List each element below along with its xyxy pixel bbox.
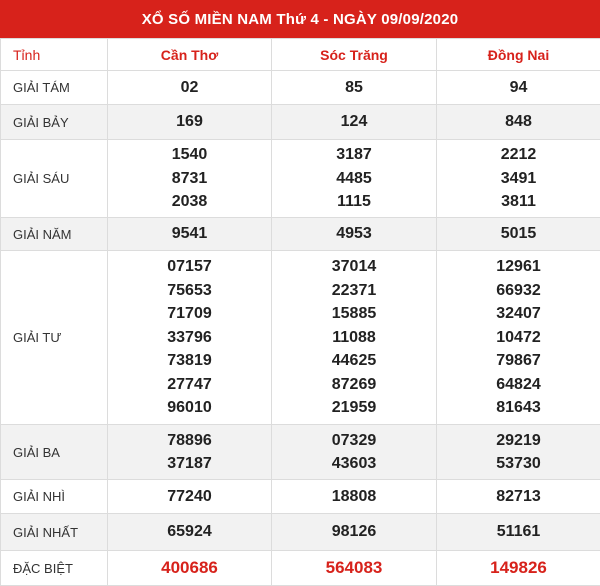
prize-label: GIẢI NHẤT [1,514,108,551]
result-cell-can-tho [108,551,272,586]
prize-label: GIẢI TƯ [1,251,108,425]
column-header-soc-trang: Sóc Trăng [272,39,437,71]
prize-label: GIẢI NHÌ [1,480,108,514]
result-number: 64824 [437,373,600,397]
result-cell-soc-trang [272,425,437,480]
result-number: 71709 [108,302,271,326]
result-cell-can-tho [108,105,272,140]
result-cell-dong-nai [437,140,600,218]
prize-label: GIẢI BẢY [1,105,108,140]
result-number: 33796 [108,326,271,350]
result-number: 169 [108,110,271,134]
result-number: 79867 [437,349,600,373]
prize-label: GIẢI NĂM [1,218,108,251]
results-table [0,38,600,586]
result-number: 37187 [108,452,271,476]
result-cell-can-tho [108,140,272,218]
result-number: 02 [108,76,271,100]
prize-label: ĐẶC BIỆT [1,551,108,586]
column-header-can-tho: Cần Thơ [108,39,272,71]
result-number: 21959 [272,396,436,420]
table-row-giai-ba [1,425,600,480]
table-row-giai-nhat [1,514,600,551]
result-cell-can-tho [108,514,272,551]
result-cell-soc-trang [272,218,437,251]
table-row-giai-sau [1,140,600,218]
result-number: 2038 [108,190,271,214]
result-cell-can-tho [108,218,272,251]
result-number: 15885 [272,302,436,326]
result-number: 73819 [108,349,271,373]
result-number: 564083 [272,556,436,580]
result-number: 82713 [437,485,600,509]
result-cell-soc-trang [272,251,437,425]
result-number: 3187 [272,143,436,167]
result-cell-soc-trang [272,71,437,105]
result-number: 87269 [272,373,436,397]
prize-label: GIẢI BA [1,425,108,480]
result-cell-soc-trang [272,480,437,514]
result-number: 124 [272,110,436,134]
result-number: 37014 [272,255,436,279]
result-number: 07157 [108,255,271,279]
page-title: XỔ SỐ MIỀN NAM Thứ 4 - NGÀY 09/09/2020 [0,0,600,38]
result-number: 96010 [108,396,271,420]
result-cell-dong-nai [437,480,600,514]
result-number: 85 [272,76,436,100]
result-number: 11088 [272,326,436,350]
result-number: 5015 [437,222,600,246]
result-number: 66932 [437,279,600,303]
result-number: 1540 [108,143,271,167]
result-number: 22371 [272,279,436,303]
result-cell-can-tho [108,480,272,514]
result-number: 29219 [437,429,600,453]
result-number: 07329 [272,429,436,453]
prize-label: GIẢI SÁU [1,140,108,218]
table-row-giai-nam [1,218,600,251]
result-number: 53730 [437,452,600,476]
result-number: 2212 [437,143,600,167]
result-number: 94 [437,76,600,100]
prize-label: GIẢI TÁM [1,71,108,105]
result-number: 12961 [437,255,600,279]
result-cell-can-tho [108,71,272,105]
result-number: 8731 [108,167,271,191]
result-number: 9541 [108,222,271,246]
result-number: 77240 [108,485,271,509]
result-number: 3811 [437,190,600,214]
result-number: 65924 [108,520,271,544]
result-cell-soc-trang [272,140,437,218]
result-cell-dong-nai [437,105,600,140]
column-header-province: Tỉnh [1,39,108,71]
result-number: 75653 [108,279,271,303]
result-cell-dong-nai [437,251,600,425]
table-row-giai-tam [1,71,600,105]
result-number: 149826 [437,556,600,580]
result-cell-soc-trang [272,105,437,140]
result-number: 400686 [108,556,271,580]
result-number: 98126 [272,520,436,544]
result-number: 27747 [108,373,271,397]
table-row-giai-tu [1,251,600,425]
result-number: 10472 [437,326,600,350]
result-number: 51161 [437,520,600,544]
result-number: 1115 [272,190,436,214]
result-cell-dong-nai [437,514,600,551]
result-number: 43603 [272,452,436,476]
result-number: 848 [437,110,600,134]
result-cell-can-tho [108,425,272,480]
result-number: 3491 [437,167,600,191]
result-cell-dong-nai [437,218,600,251]
result-number: 4953 [272,222,436,246]
result-cell-dong-nai [437,551,600,586]
result-cell-can-tho [108,251,272,425]
result-cell-dong-nai [437,425,600,480]
table-row-giai-nhi [1,480,600,514]
result-number: 32407 [437,302,600,326]
result-number: 4485 [272,167,436,191]
result-cell-dong-nai [437,71,600,105]
result-number: 78896 [108,429,271,453]
result-number: 18808 [272,485,436,509]
result-cell-soc-trang [272,551,437,586]
result-number: 44625 [272,349,436,373]
table-row-dac-biet [1,551,600,586]
table-row-giai-bay [1,105,600,140]
result-cell-soc-trang [272,514,437,551]
column-header-dong-nai: Đồng Nai [437,39,600,71]
table-header-row [1,39,600,71]
result-number: 81643 [437,396,600,420]
